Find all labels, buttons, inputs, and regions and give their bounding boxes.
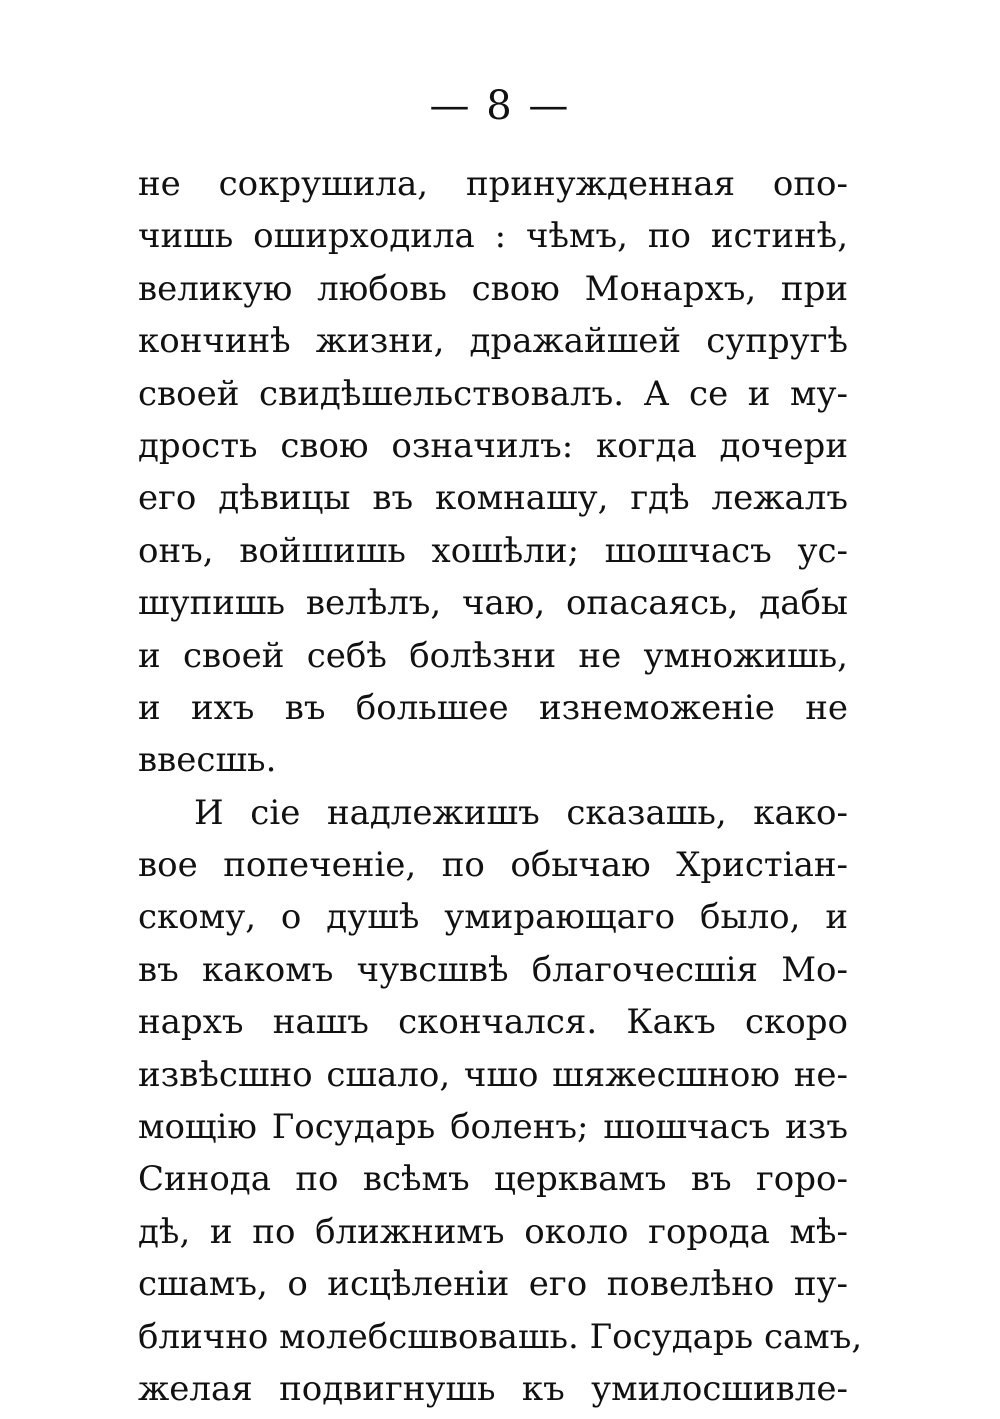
text-line: сшамъ, о исцѣленіи его повелѣно пу- (138, 1264, 848, 1305)
text-line: чишь оширходила : чѣмъ, по истинѣ, (138, 216, 848, 257)
text-line: своей свидѣшельствовалъ. А се и му- (138, 373, 848, 414)
text-line: ввесшь. (138, 740, 277, 781)
text-line: нархъ нашъ скончался. Какъ скоро (138, 1002, 848, 1043)
body-text (138, 158, 863, 1415)
text-line: Синода по всѣмъ церквамъ въ горо- (138, 1159, 848, 1200)
text-line: и своей себѣ болѣзни не умножишь, (138, 635, 848, 676)
text-line: дрость свою означилъ: когда дочери (138, 425, 848, 466)
text-line: шупишь велѣлъ, чаю, опасаясь, дабы (138, 583, 848, 624)
text-line: дѣ, и по ближнимъ около города мѣ- (138, 1211, 848, 1252)
text-line: И сіе надлежишъ сказашь, како- (194, 792, 848, 833)
text-line: въ какомъ чувсшвѣ благочесшія Мо- (138, 949, 848, 990)
paragraph (138, 787, 863, 1416)
text-line: извѣсшно сшало, чшо шяжесшною не- (138, 1054, 848, 1095)
text-line: и ихъ въ большее изнеможеніе не (138, 687, 848, 728)
text-line: скому, о душѣ умирающаго было, и (138, 897, 848, 938)
text-line: великую любовь свою Монархъ, при (138, 268, 848, 309)
page-number: — 8 — (429, 83, 571, 129)
paragraph (138, 158, 848, 787)
text-line: кончинѣ жизни, дражайшей супругѣ (138, 321, 848, 362)
text-line: вое попеченіе, по обычаю Христіан- (138, 845, 848, 886)
text-line: мощію Государь боленъ; шошчасъ изъ (138, 1107, 848, 1148)
text-line: онъ, войшишь хошѣли; шошчасъ ус- (138, 530, 848, 571)
text-line: не сокрушила, принужденная опо- (138, 164, 848, 204)
text-line: блично молебсшвовашь. Государь самъ, (138, 1316, 863, 1357)
text-line: его дѣвицы въ комнашу, гдѣ лежалъ (138, 478, 848, 519)
text-line: желая подвигнушь къ умилосшивле- (138, 1368, 848, 1409)
